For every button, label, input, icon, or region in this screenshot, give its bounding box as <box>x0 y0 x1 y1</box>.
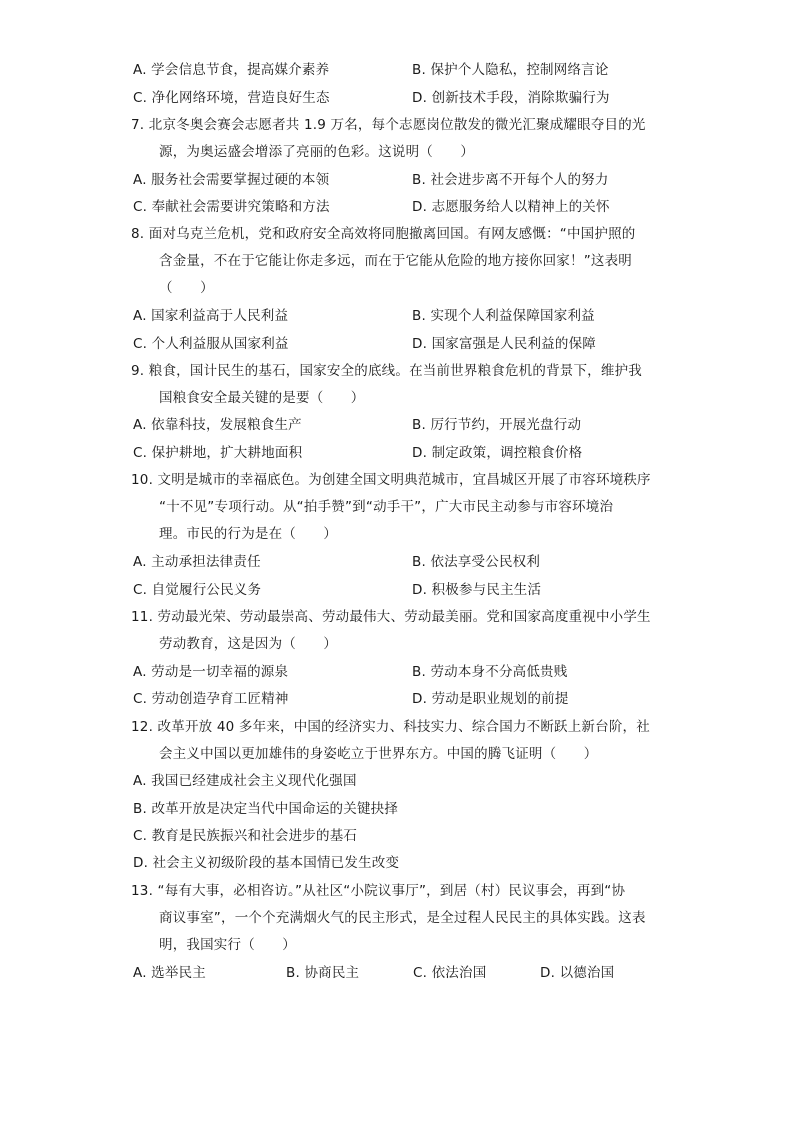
q12-option-d: D. 社会主义初级阶段的基本国情已发生改变 <box>133 855 400 871</box>
q13-option-b: B. 协商民主 <box>286 965 360 981</box>
q10-option-a: A. 主动承担法律责任 <box>133 554 261 570</box>
q9-option-c: C. 保护耕地，扩大耕地面积 <box>133 445 303 461</box>
q7-option-d: D. 志愿服务给人以精神上的关怀 <box>412 199 610 215</box>
q6-option-d: D. 创新技术手段，消除欺骗行为 <box>412 90 610 106</box>
q11-option-a: A. 劳动是一切幸福的源泉 <box>133 664 289 680</box>
q9-stem-line-1: 9. 粮食，国计民生的基石，国家安全的底线。在当前世界粮食危机的背景下，维护我 <box>131 363 642 379</box>
q11-option-d: D. 劳动是职业规划的前提 <box>412 691 569 707</box>
q7-stem-line-1: 7. 北京冬奥会赛会志愿者共 1.9 万名，每个志愿岗位散发的微光汇聚成耀眼夺目的光 <box>131 117 646 133</box>
q10-stem-line-3: 理。市民的行为是在（ ） <box>159 526 338 542</box>
q7-option-b: B. 社会进步离不开每个人的努力 <box>412 172 609 188</box>
q9-option-b: B. 厉行节约，开展光盘行动 <box>412 417 582 433</box>
q13-stem-line-3: 明，我国实行（ ） <box>159 937 296 953</box>
q7-option-a: A. 服务社会需要掌握过硬的本领 <box>133 172 330 188</box>
q10-option-c: C. 自觉履行公民义务 <box>133 582 262 598</box>
q7-option-c: C. 奉献社会需要讲究策略和方法 <box>133 199 330 215</box>
q13-stem-line-2: 商议事室”，一个个充满烟火气的民主形式，是全过程人民民主的具体实践。这表 <box>159 910 646 926</box>
q10-stem-line-1: 10. 文明是城市的幸福底色。为创建全国文明典范城市，宜昌城区开展了市容环境秩序 <box>131 472 651 488</box>
q13-option-d: D. 以德治国 <box>540 965 615 981</box>
q10-stem-line-2: “十不见”专项行动。从“拍手赞”到“动手干”，广大市民主动参与市容环境治 <box>159 499 614 515</box>
q12-option-b: B. 改革开放是决定当代中国命运的关键抉择 <box>133 801 399 817</box>
q8-option-d: D. 国家富强是人民利益的保障 <box>412 336 596 352</box>
q11-stem-line-2: 劳动教育，这是因为（ ） <box>159 636 338 652</box>
q6-option-c: C. 净化网络环境，营造良好生态 <box>133 90 330 106</box>
q6-option-a: A. 学会信息节食，提高媒介素养 <box>133 62 330 78</box>
q8-stem-line-1: 8. 面对乌克兰危机，党和政府安全高效将同胞撤离回国。有网友感慨：“中国护照的 <box>131 226 636 242</box>
q11-stem-line-1: 11. 劳动最光荣、劳动最崇高、劳动最伟大、劳动最美丽。党和国家高度重视中小学生 <box>131 609 651 625</box>
q8-option-a: A. 国家利益高于人民利益 <box>133 308 289 324</box>
q8-option-c: C. 个人利益服从国家利益 <box>133 336 289 352</box>
q12-stem-line-2: 会主义中国以更加雄伟的身姿屹立于世界东方。中国的腾飞证明（ ） <box>159 746 598 762</box>
q11-option-c: C. 劳动创造孕育工匠精神 <box>133 691 289 707</box>
q8-stem-line-2: 含金量，不在于它能让你走多远，而在于它能从危险的地方接你回家！”这表明 <box>159 253 632 269</box>
q12-option-c: C. 教育是民族振兴和社会进步的基石 <box>133 828 358 844</box>
q10-option-b: B. 依法享受公民权利 <box>412 554 541 570</box>
q11-option-b: B. 劳动本身不分高低贵贱 <box>412 664 568 680</box>
q8-option-b: B. 实现个人利益保障国家利益 <box>412 308 595 324</box>
q9-option-d: D. 制定政策，调控粮食价格 <box>412 445 583 461</box>
q10-option-d: D. 积极参与民主生活 <box>412 582 542 598</box>
q13-stem-line-1: 13. “每有大事，必相咨访。”从社区“小院议事厅”，到居（村）民议事会，再到“协 <box>131 883 626 899</box>
q8-stem-line-3: （ ） <box>159 280 214 296</box>
q9-stem-line-2: 国粮食安全最关键的是要（ ） <box>159 390 365 406</box>
q12-stem-line-1: 12. 改革开放 40 多年来，中国的经济实力、科技实力、综合国力不断跃上新台阶，社 <box>131 719 650 735</box>
q6-option-b: B. 保护个人隐私，控制网络言论 <box>412 62 609 78</box>
q12-option-a: A. 我国已经建成社会主义现代化强国 <box>133 773 357 789</box>
q7-stem-line-2: 源，为奥运盛会增添了亮丽的色彩。这说明（ ） <box>159 144 475 160</box>
q9-option-a: A. 依靠科技，发展粮食生产 <box>133 417 302 433</box>
q13-option-c: C. 依法治国 <box>413 965 487 981</box>
q13-option-a: A. 选举民主 <box>133 965 206 981</box>
